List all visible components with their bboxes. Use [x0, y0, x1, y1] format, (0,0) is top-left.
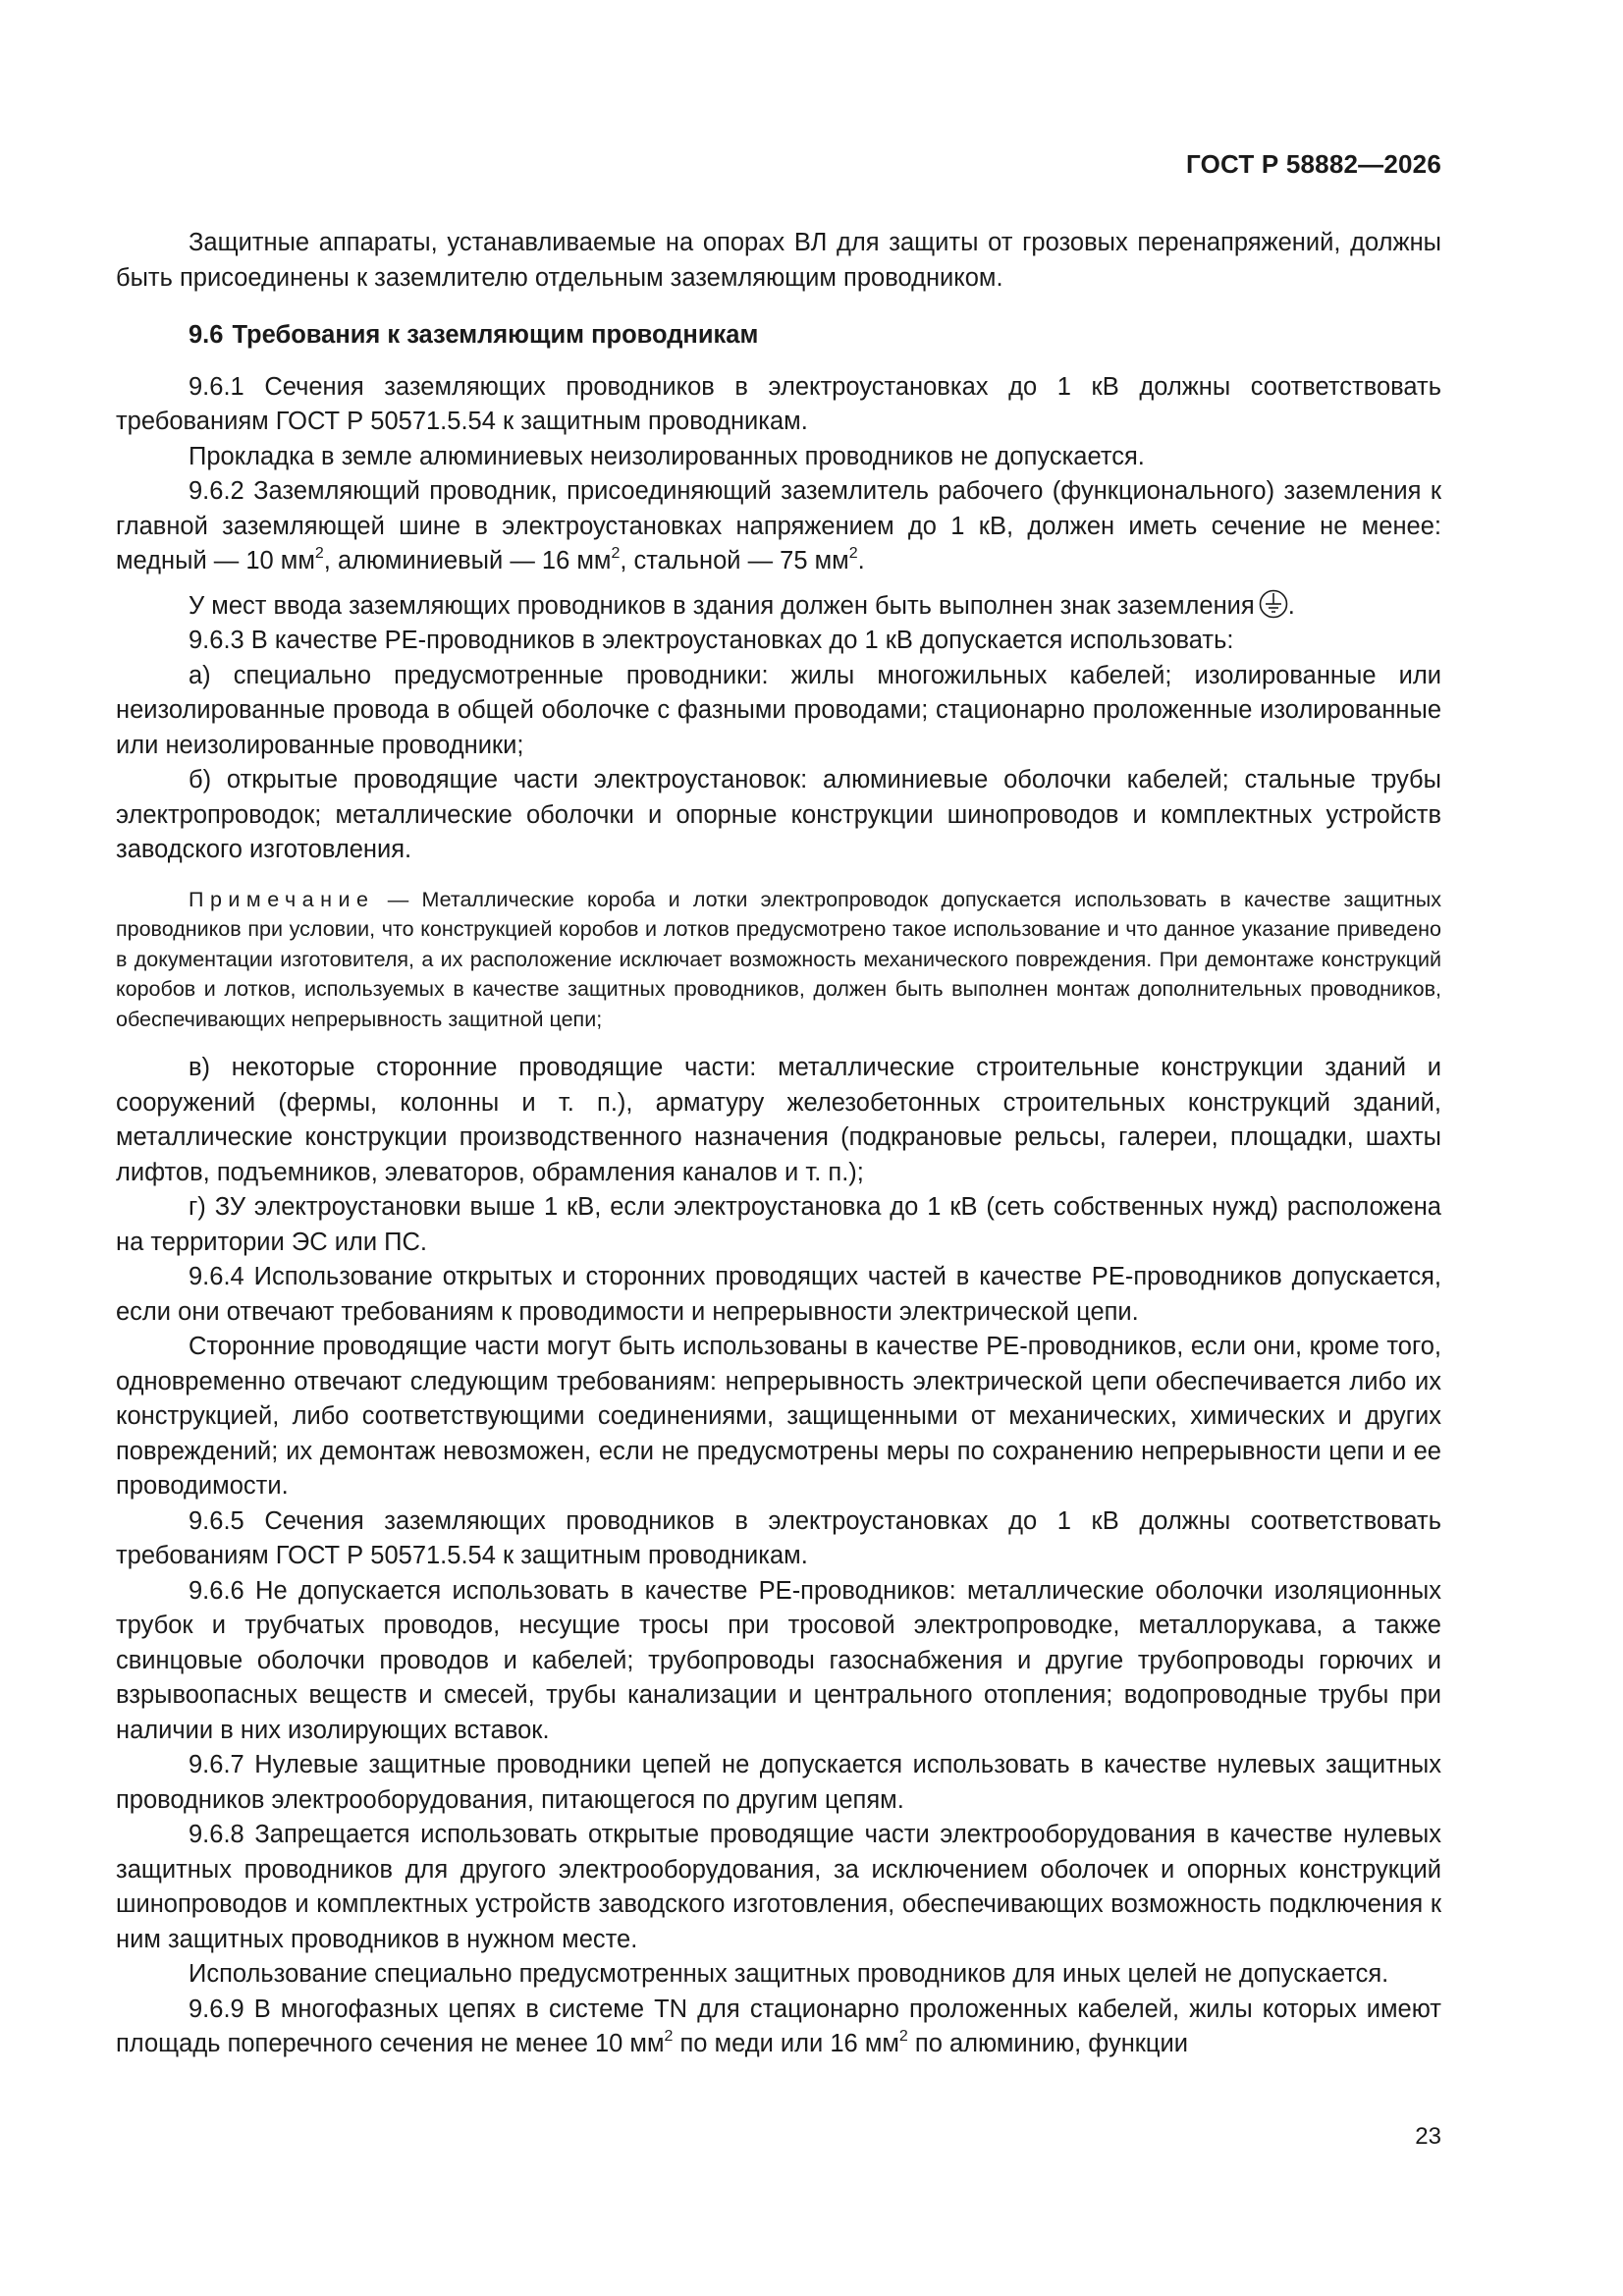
- paragraph-9-6-4-continued: Сторонние проводящие части могут быть использованы в качестве PE-проводников, если они, кроме того, одновременно отвечают следующим требованиям: непрерывность электрической цепи обеспечивается либо их конструкцией, либо соответствующими соединениями, защищенными от механических, химических и других повреждений; их демонтаж невозможен, если не предусмотрены меры по сохранению непрерывности цепи и ее проводимости.: [116, 1333, 1441, 1500]
- paragraph-9-6-7: 9.6.7 Нулевые защитные проводники цепей не допускается использовать в качестве нулевых защитных проводников электрооборудования, питающегося по другим цепям.: [116, 1751, 1441, 1814]
- page-content: [116, 226, 1441, 2062]
- text-fragment: У мест ввода заземляющих проводников в здания должен быть выполнен знак заземления: [189, 591, 1255, 620]
- text-fragment: , алюминиевый — 16 мм: [323, 547, 612, 574]
- paragraph-9-6-5: 9.6.5 Сечения заземляющих проводников в электроустановках до 1 кВ должны соответствовать требованиям ГОСТ Р 50571.5.54 к защитным проводникам.: [116, 1506, 1441, 1569]
- note-block: [116, 885, 1441, 1035]
- list-item-b: б) открытые проводящие части электроустановок: алюминиевые оболочки кабелей; стальные трубы электропроводок; металлические оболочки и опорные конструкции шинопроводов и комплектных устройств заводского изготовления.: [116, 766, 1441, 863]
- section-title: Требования к заземляющим проводникам: [232, 321, 759, 349]
- paragraph-9-6-1-continued: Прокладка в земле алюминиевых неизолированных проводников не допускается.: [189, 442, 1145, 470]
- paragraph-9-6-9: [116, 1993, 1441, 2062]
- text-fragment: по меди или 16 мм: [673, 2030, 899, 2057]
- paragraph-9-6-3: 9.6.3 В качестве PE-проводников в электроустановках до 1 кВ допускается использовать:: [189, 627, 1234, 654]
- paragraph-9-6-4: 9.6.4 Использование открытых и сторонних проводящих частей в качестве PE-проводников допускается, если они отвечают требованиям к проводимости и непрерывности электрической цепи.: [116, 1263, 1441, 1326]
- standard-header: ГОСТ Р 58882—2026: [1186, 149, 1441, 179]
- paragraph-9-6-8-continued: Использование специально предусмотренных защитных проводников для иных целей не допускается.: [189, 1960, 1389, 1988]
- text-fragment: 9.6.2 Заземляющий проводник, присоединяющий заземлитель рабочего (функционального) заземления к главной заземляющей шине в электроустановках напряжением до 1 кВ, должен иметь сечение не менее: медный — 10 мм: [116, 477, 1441, 574]
- superscript: 2: [611, 545, 621, 562]
- ground-symbol-icon: [1259, 589, 1288, 619]
- list-item-g: г) ЗУ электроустановки выше 1 кВ, если электроустановка до 1 кВ (сеть собственных нужд) расположена на территории ЭС или ПС.: [116, 1193, 1441, 1256]
- text-fragment: .: [1287, 591, 1295, 620]
- superscript: 2: [848, 545, 858, 562]
- paragraph-9-6-8: 9.6.8 Запрещается использовать открытые проводящие части электрооборудования в качестве нулевых защитных проводников для другого электрооборудования, за исключением оболочек и опорных конструкций шинопроводов и комплектных устройств заводского изготовления, обеспечивающих возможность подключения к ним защитных проводников в нужном месте.: [116, 1821, 1441, 1953]
- section-number: 9.6: [189, 321, 224, 349]
- paragraph-9-6-6: 9.6.6 Не допускается использовать в качестве PE-проводников: металлические оболочки изоляционных трубок и трубчатых проводов, несущие тросы при тросовой электропроводке, металлорукава, а также свинцовые оболочки проводов и кабелей; трубопроводы газоснабжения и другие трубопроводы горючих и взрывоопасных веществ и смесей, трубы канализации и центрального отопления; водопроводные трубы при наличии в них изолирующих вставок.: [116, 1576, 1441, 1744]
- note-text: — Металлические короба и лотки электропроводок допускается использовать в качестве защитных проводников при условии, что конструкцией коробов и лотков предусмотрено такое использование и что данное указание приведено в документации изготовителя, а их расположение исключает возможность механического повреждения. При демонтаже конструкций коробов и лотков, используемых в качестве защитных проводников, должен быть выполнен монтаж дополнительных проводников, обеспечивающих непрерывность защитной цепи;: [116, 887, 1441, 1031]
- list-item-v: в) некоторые сторонние проводящие части: металлические строительные конструкции зданий и сооружений (фермы, колонны и т. п.), арматуру железобетонных строительных конструкций зданий, металлические конструкции производственного назначения (подкрановые рельсы, галереи, площадки, шахты лифтов, подъемников, элеваторов, обрамления каналов и т. п.);: [116, 1054, 1441, 1186]
- superscript: 2: [314, 545, 324, 562]
- page-number: 23: [1415, 2123, 1441, 2150]
- superscript: 2: [898, 2028, 908, 2045]
- text-fragment: .: [857, 547, 865, 574]
- paragraph-ground-sign: [116, 589, 1441, 625]
- section-heading: [116, 318, 1441, 354]
- note-label: Примечание: [189, 887, 375, 911]
- text-fragment: по алюминию, функции: [907, 2030, 1189, 2057]
- text-fragment: 9.6.9 В многофазных цепях в системе TN для стационарно проложенных кабелей, жилы которых имеют площадь поперечного сечения не менее 10 мм: [116, 1995, 1441, 2057]
- paragraph-9-6-1: 9.6.1 Сечения заземляющих проводников в электроустановках до 1 кВ должны соответствовать требованиям ГОСТ Р 50571.5.54 к защитным проводникам.: [116, 372, 1441, 435]
- text-fragment: , стальной — 75 мм: [620, 547, 849, 574]
- paragraph-9-6-2: [116, 474, 1441, 579]
- superscript: 2: [664, 2028, 674, 2045]
- intro-paragraph: Защитные аппараты, устанавливаемые на опорах ВЛ для защиты от грозовых перенапряжений, должны быть присоединены к заземлителю отдельным заземляющим проводником.: [116, 229, 1441, 292]
- list-item-a: а) специально предусмотренные проводники: жилы многожильных кабелей; изолированные или неизолированные провода в общей оболочке с фазными проводами; стационарно проложенные изолированные или неизолированные проводники;: [116, 661, 1441, 759]
